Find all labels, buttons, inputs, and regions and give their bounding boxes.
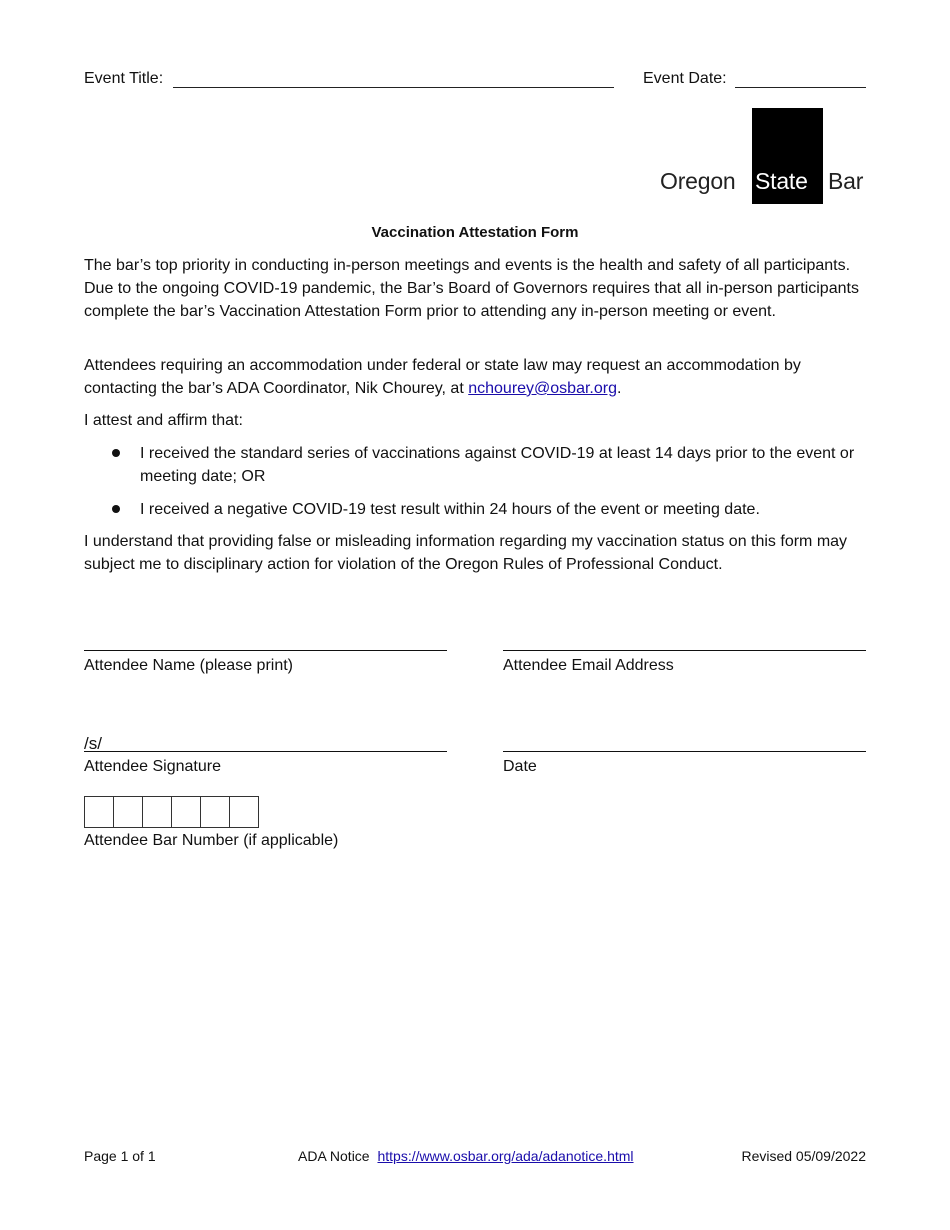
bar-number-digit-box[interactable] (229, 796, 259, 828)
attendee-signature-label: Attendee Signature (84, 758, 221, 775)
signature-prefix: /s/ (84, 734, 102, 753)
revised-date: Revised 05/09/2022 (741, 1148, 866, 1164)
attendee-email-field[interactable] (503, 650, 866, 651)
bar-number-boxes (84, 796, 259, 828)
logo-word-state: State (755, 168, 808, 194)
page-number: Page 1 of 1 (84, 1148, 156, 1164)
accommodation-text-end: . (617, 380, 622, 397)
event-title-field[interactable] (173, 87, 614, 88)
attendee-email-label: Attendee Email Address (503, 657, 674, 674)
accommodation-paragraph (84, 354, 869, 400)
oregon-state-bar-logo (658, 108, 868, 204)
bar-number-digit-box[interactable] (84, 796, 114, 828)
attendee-name-label: Attendee Name (please print) (84, 657, 293, 674)
bar-number-digit-box[interactable] (142, 796, 172, 828)
intro-paragraph: The bar’s top priority in conducting in-person meetings and events is the health and safety of all participants. Due to the ongoing COVID-19 pandemic, the Bar’s Board of Governors requires that all in-person participants complete the bar’s Vaccination Attestation Form prior to attending any in-person meeting or event. (84, 257, 859, 320)
logo-word-bar: Bar (828, 168, 864, 194)
bullet-negative-test: I received a negative COVID-19 test result within 24 hours of the event or meeting date. (140, 501, 760, 518)
date-label: Date (503, 758, 537, 775)
bar-number-label: Attendee Bar Number (if applicable) (84, 832, 339, 849)
ada-notice (298, 1147, 634, 1165)
form-title: Vaccination Attestation Form (371, 224, 579, 241)
event-date-field[interactable] (735, 87, 866, 88)
logo-word-oregon: Oregon (660, 168, 736, 194)
bar-number-digit-box[interactable] (171, 796, 201, 828)
bar-number-digit-box[interactable] (113, 796, 143, 828)
event-title-label: Event Title: (84, 70, 164, 87)
bullet-vaccination: I received the standard series of vaccinations against COVID-19 at least 14 days prior to the event or meeting date; OR (140, 445, 855, 485)
attendee-signature-field[interactable] (84, 751, 447, 752)
bar-number-digit-box[interactable] (200, 796, 230, 828)
event-date-label: Event Date: (643, 70, 727, 87)
logo-black-block (752, 108, 823, 204)
bullet-icon (112, 505, 120, 513)
bullet-icon (112, 449, 120, 457)
disciplinary-paragraph: I understand that providing false or misleading information regarding my vaccination status on this form may subject me to disciplinary action for violation of the Oregon Rules of Professional Conduct. (84, 533, 848, 573)
ada-notice-link[interactable]: https://www.osbar.org/ada/adanotice.html (377, 1148, 634, 1164)
attendee-name-field[interactable] (84, 650, 447, 651)
date-field[interactable] (503, 751, 866, 752)
ada-notice-label: ADA Notice (298, 1148, 370, 1164)
attest-intro: I attest and affirm that: (84, 412, 243, 429)
accommodation-text: Attendees requiring an accommodation under federal or state law may request an accommodation by contacting the bar’s ADA Coordinator, Nik Chourey, at (84, 357, 801, 397)
ada-coordinator-email-link[interactable]: nchourey@osbar.org (468, 380, 617, 397)
